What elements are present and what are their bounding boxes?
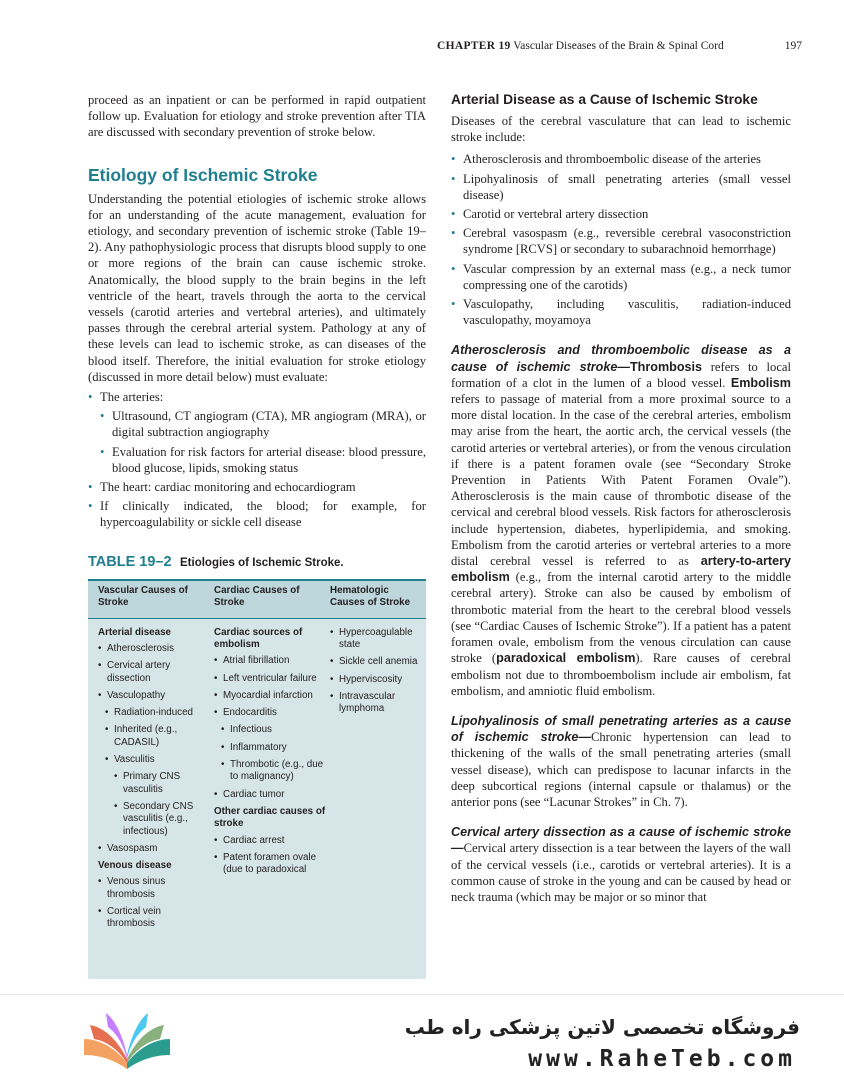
list-item: • Ultrasound, CT angiogram (CTA), MR angiogram (MRA), or digital subtraction angiography (100, 408, 426, 440)
subsection-heading: Arterial Disease as a Cause of Ischemic Stroke (451, 92, 758, 107)
chapter-number: CHAPTER 19 (437, 40, 511, 52)
vascular-list (98, 643, 210, 855)
list-item: • Cardiac arrest (214, 835, 326, 847)
list-item: • Inherited (e.g., CADASIL) (105, 724, 210, 749)
list-item: • Vasculopathy, including vasculitis, radiation-induced vasculopathy, moyamoya (451, 296, 791, 328)
table-header-cardiac: Cardiac Causes of Stroke (214, 584, 300, 608)
paragraph-etiology: Understanding the potential etiologies of ischemic stroke allows for an understanding of the acute management, evaluation for etiology, and secondary prevention of ischemic stroke (Table 19–2). Any pathophysiologic process that disrupts blood supply to one or more regions of the brain can cause ischemic stroke. Anatomically, the blood supply to the brain begins in the left ventricle of the heart, travels through the aorta to the cervical vessels (carotid arteries and vertebral arteries), and ultimately passes through the cerebral arterial system. Pathology at any of these levels can lead to ischemic stroke, as can diseases of the blood itself. Therefore, the initial evaluation for stroke etiology (discussed in more detail below) must evaluate: (88, 191, 426, 384)
list-item: • Inflammatory (221, 742, 326, 754)
list-item: • Radiation-induced (105, 707, 210, 719)
list-item: • Patent foramen ovale (due to paradoxical (214, 852, 326, 877)
run-in-heading: Cervical artery dissection as a cause of ischemic stroke— (451, 825, 791, 856)
paragraph-intro: Diseases of the cerebral vasculature that can lead to ischemic stroke include: (451, 114, 791, 145)
table-header-hematologic: Hematologic Causes of Stroke (330, 584, 411, 608)
list-item: • If clinically indicated, the blood; for example, for hypercoagulability or sickle cell disease (88, 498, 426, 530)
category-label: Venous disease (98, 860, 172, 872)
paragraph-dissection (451, 824, 791, 905)
arterial-disease-list (451, 151, 791, 328)
list-item (88, 389, 426, 476)
left-column (88, 92, 426, 979)
vascular-column (88, 627, 210, 936)
list-item: • Vascular compression by an external mass (e.g., a neck tumor compressing one of the carotids) (451, 261, 791, 293)
list-item: • Sickle cell anemia (330, 656, 426, 668)
table-caption (88, 553, 426, 571)
page-number: 197 (784, 40, 802, 52)
watermark-banner (0, 994, 844, 1080)
paragraph-atherosclerosis (451, 342, 791, 698)
list-item: • Left ventricular failure (214, 673, 326, 685)
list-item: • Secondary CNS vasculitis (e.g., infectious) (114, 801, 210, 838)
text-span: Cervical artery dissection is a tear between the layers of the wall of the cervical vessels (i.e., carotids or vertebral arteries). It is a common cause of stroke in the young and can be caused by head or neck trauma (which may be major or so minor that (451, 841, 791, 904)
cardiac-list (214, 655, 326, 801)
list-item: • Atherosclerosis (98, 643, 210, 655)
list-item: • Lipohyalinosis of small penetrating arteries (small vessel disease) (451, 171, 791, 203)
sub-list (100, 408, 426, 476)
list-item: • Venous sinus thrombosis (98, 876, 210, 901)
list-item: • Primary CNS vasculitis (114, 771, 210, 796)
run-in-heading: Lipohyalinosis of small penetrating arteries as a cause of ischemic stroke— (451, 713, 791, 745)
text-span: refers to local formation of a clot in the lumen of a blood vessel. (451, 359, 791, 390)
table-title: Etiologies of Ischemic Stroke. (180, 556, 344, 569)
text-span: (e.g., from the internal carotid artery to the middle cerebral artery). Stroke can also be caused by embolism of thrombotic material from the heart to the cerebral blood vessels (see “Cardiac Causes of Ischemic Stroke”). If a patient has a patent foramen ovale, embolism from the venous circulation can cause stroke ( (451, 570, 791, 666)
chapter-title: Vascular Diseases of the Brain & Spinal Cord (513, 40, 724, 52)
list-item: • Myocardial infarction (214, 690, 326, 702)
category-label: Arterial disease (98, 626, 171, 638)
paragraph-continuation: proceed as an inpatient or can be performed in rapid outpatient follow up. Evaluation for etiology and stroke prevention after TIA are discussed with secondary prevention of stroke below. (88, 93, 426, 140)
table-header-vascular: Vascular Causes of Stroke (98, 584, 188, 608)
list-item: • Cervical artery dissection (98, 660, 210, 685)
venous-list (98, 876, 210, 930)
section-heading: Etiology of Ischemic Stroke (88, 164, 318, 185)
text-span: ). Rare causes of cerebral embolism not due to thromboembolism include air embolism, fat embolism, and amniotic fluid embolism. (451, 651, 791, 698)
term-paradoxical: paradoxical embolism (496, 651, 636, 666)
paragraph-lipohyalinosis (451, 713, 791, 810)
list-item: • Evaluation for risk factors for arterial disease: blood pressure, blood glucose, lipids, smoking status (100, 444, 426, 476)
list-item: • Vasospasm (98, 843, 210, 855)
run-in-heading: Atherosclerosis and thromboembolic disease as a cause of ischemic stroke— (451, 343, 791, 374)
text-span: Chronic hypertension can lead to thickening of the walls of the small penetrating arteries (small vessel disease), which can predispose to lacunar infarcts in the deep subcortical regions (internal capsule or thalamus) or the anterior pons (see “Lacunar Strokes” in Ch. 7). (451, 730, 791, 809)
list-item: • Carotid or vertebral artery dissection (451, 206, 791, 222)
other-cardiac-list (214, 835, 326, 877)
list-item: • Cerebral vasospasm (e.g., reversible cerebral vasoconstriction syndrome [RCVS] or secondary to subarachnoid hemorrhage) (451, 225, 791, 257)
term-embolism: Embolism (730, 375, 791, 390)
list-item: • The heart: cardiac monitoring and echocardiogram (88, 479, 426, 495)
list-item: • Hyperviscosity (330, 674, 426, 686)
list-item: • Cortical vein thrombosis (98, 906, 210, 931)
table-body (88, 619, 426, 936)
list-item: • Hypercoagulable state (330, 627, 426, 652)
cardiac-column (210, 627, 326, 936)
list-item: • Infectious (221, 724, 326, 736)
list-item: • Cardiac tumor (214, 789, 326, 801)
term-thrombosis: Thrombosis (629, 359, 703, 374)
right-column (451, 92, 791, 905)
store-name-persian: فروشگاه تخصصی لاتین پزشکی راه طب (404, 1015, 800, 1039)
evaluation-list (88, 389, 426, 531)
hematologic-column (326, 627, 426, 936)
list-item: • Vasculitis (105, 754, 210, 766)
table-header-row (88, 579, 426, 619)
book-logo-icon (78, 1009, 176, 1073)
list-item: • Atrial fibrillation (214, 655, 326, 667)
category-label: Other cardiac causes of stroke (214, 805, 326, 830)
hematologic-list (330, 627, 426, 716)
running-head (437, 40, 802, 52)
list-item: • Intravascular lymphoma (330, 691, 426, 716)
list-item: • Endocarditis (214, 707, 326, 719)
etiologies-table (88, 579, 426, 979)
list-item: • Thrombotic (e.g., due to malignancy) (221, 759, 326, 784)
category-label: Cardiac sources of embolism (214, 626, 303, 650)
list-item-text: The arteries: (100, 390, 164, 405)
store-url: www.RaheTeb.com (528, 1046, 796, 1072)
list-item: • Atherosclerosis and thromboembolic disease of the arteries (451, 151, 791, 167)
term-artery-to-artery: artery-to-artery embolism (451, 554, 791, 585)
list-item: • Vasculopathy (98, 690, 210, 702)
text-span: refers to passage of material from a more proximal source to a more distal location. In the case of the cerebral arteries, embolism may arise from the heart, the aortic arch, the cervical vessels (the carotid arteries or vertebral arteries), or from the venous circulation if there is a patent foramen ovale (see “Secondary Stroke Prevention in Patients With Patent Foramen Ovale”). Atherosclerosis is the main cause of thrombotic disease of the cervical and cerebral blood vessels. Risk factors for atherosclerosis include hypertension, diabetes, hyperlipidemia, and smoking. Embolism from the carotid arteries or vertebral arteries to a more distal cerebral vessel is referred to as (451, 392, 791, 569)
table-number: TABLE 19–2 (88, 553, 172, 570)
